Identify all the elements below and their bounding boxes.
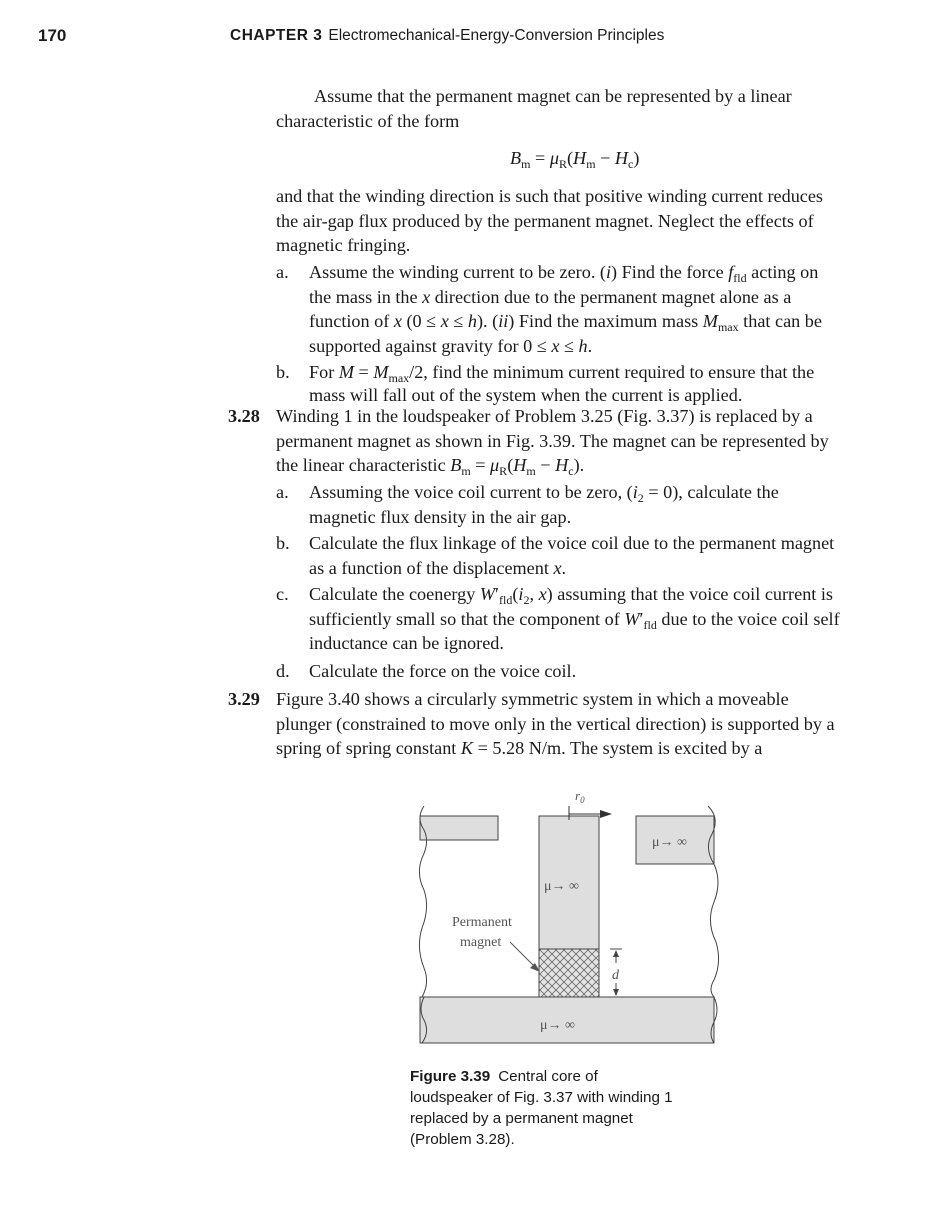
problem-text [276, 687, 896, 761]
permanent-magnet-region [539, 949, 599, 997]
text-line: mass will fall out of the system when the current is applied. [309, 384, 743, 405]
text-line: Calculate the coenergy $W'_{fld}(i_2$, x) assuming that the voice coil current is [309, 584, 834, 607]
text-line: function of x (0 ≤ x ≤ h). (ii) Find the maximum mass $M_{max}$ that can be [309, 311, 822, 334]
caption-line: (Problem 3.28). [410, 1131, 515, 1148]
item-label: a. [276, 262, 289, 282]
problem-text [276, 404, 896, 478]
item-label: b. [276, 362, 290, 382]
loudspeaker-core-figure [416, 778, 722, 1050]
item-label: d. [276, 661, 290, 681]
running-header [0, 22, 936, 52]
left-pole-piece [420, 816, 498, 840]
r0-label: $r_0$ [575, 788, 585, 805]
text-line: supported against gravity for 0 ≤ x ≤ h. [309, 335, 593, 356]
list-item [276, 531, 906, 581]
text-line: Assuming the voice coil current to be zero, $(i_2 = 0)$, calculate the [309, 482, 779, 505]
problem-number: 3.29 [228, 689, 260, 709]
chapter-heading [230, 27, 664, 45]
intro-line: characteristic of the form [276, 110, 460, 131]
mu-infinity-core-label: μ→ ∞ [544, 879, 579, 894]
text-line: magnetic fringing. [276, 235, 411, 255]
caption-line: replaced by a permanent magnet [410, 1110, 633, 1127]
item-label: b. [276, 533, 290, 553]
list-item [276, 659, 906, 685]
text-line: Assume the winding current to be zero. (i) Find the force $f_{fld}$ acting on [309, 262, 819, 285]
text-line: the linear characteristic $B_m = \mu_R(H_m - H_c)$. [276, 455, 585, 478]
mu-infinity-base-label: μ→ ∞ [540, 1018, 575, 1033]
intro-paragraph [276, 84, 876, 133]
text-line: Figure 3.40 shows a circularly symmetric system in which a moveable [276, 689, 789, 709]
text-line: the air-gap flux produced by the permanent magnet. Neglect the effects of [276, 210, 814, 231]
text-line: and that the winding direction is such that positive winding current reduces [276, 186, 824, 206]
text-line: Calculate the flux linkage of the voice coil due to the permanent magnet [309, 533, 835, 553]
list-item [276, 260, 906, 360]
page-number: 170 [38, 26, 67, 45]
problem-number: 3.28 [228, 406, 260, 426]
text-line: plunger (constrained to move only in the vertical direction) is supported by a [276, 713, 835, 734]
list-item [276, 582, 906, 657]
item-label: c. [276, 584, 289, 604]
permanent-label: Permanent [452, 915, 512, 930]
text-line: spring of spring constant K = 5.28 N/m. The system is excited by a [276, 738, 763, 758]
chapter-label: CHAPTER 3 [230, 27, 323, 44]
intro-line: Assume that the permanent magnet can be represented by a linear [314, 86, 792, 106]
text-line: For $M = M_{max}/2$, find the minimum current required to ensure that the [309, 362, 815, 385]
text-line: Calculate the force on the voice coil. [309, 661, 577, 681]
caption-label: Figure 3.39 [410, 1068, 491, 1085]
equation: $B_m = \mu_R(H_m - H_c)$ [510, 148, 640, 171]
chapter-title: Electromechanical-Energy-Conversion Principles [328, 27, 665, 44]
caption-line: Figure 3.39 Central core of [410, 1068, 598, 1085]
text-line: sufficiently small so that the component of $W'_{fld}$ due to the voice coil self [309, 608, 840, 632]
mu-infinity-right-label: μ→ ∞ [652, 835, 687, 850]
text-line: as a function of the displacement x. [309, 557, 567, 578]
list-item [276, 360, 906, 410]
list-item [276, 480, 906, 530]
d-label: d [612, 968, 619, 983]
text-line: Winding 1 in the loudspeaker of Problem 3.25 (Fig. 3.37) is replaced by a [276, 406, 813, 426]
text-line: inductance can be ignored. [309, 633, 504, 653]
text-line: permanent magnet as shown in Fig. 3.39. The magnet can be represented by [276, 430, 829, 451]
text-line: magnetic flux density in the air gap. [309, 506, 572, 527]
paragraph [276, 184, 896, 258]
item-label: a. [276, 482, 289, 502]
figure-caption [410, 1066, 730, 1150]
caption-line: loudspeaker of Fig. 3.37 with winding 1 [410, 1089, 673, 1106]
magnet-leader-line [510, 942, 536, 968]
text-line: the mass in the x direction due to the permanent magnet alone as a [309, 286, 792, 307]
magnet-label: magnet [460, 935, 502, 950]
